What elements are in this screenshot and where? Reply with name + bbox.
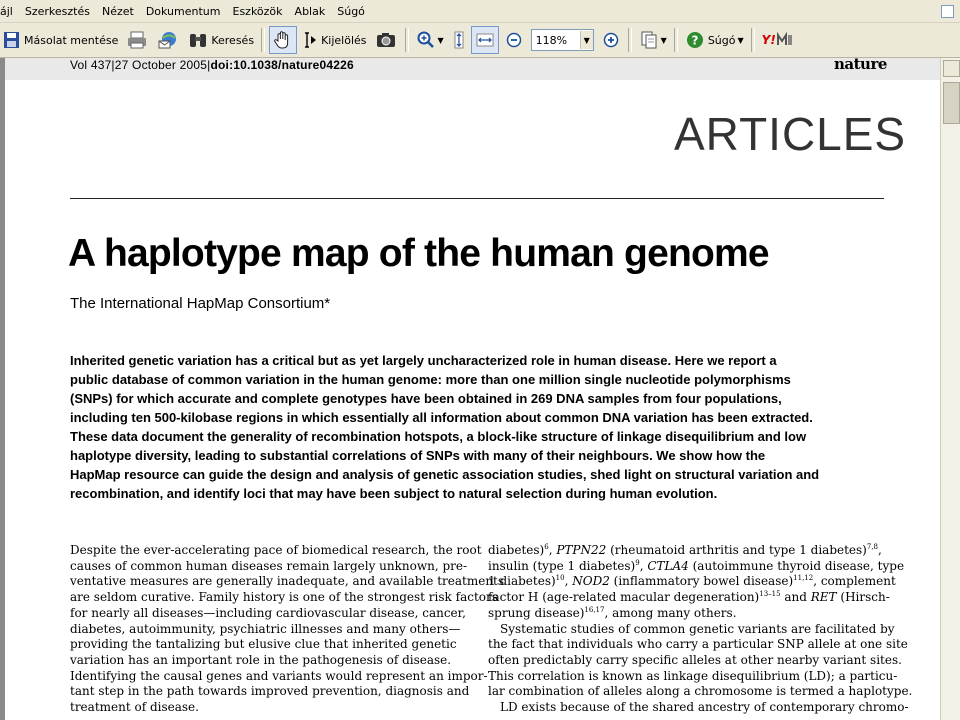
toolbar-separator <box>751 28 755 52</box>
chevron-down-icon[interactable]: ▼ <box>737 35 744 45</box>
scroll-thumb[interactable] <box>943 82 960 124</box>
print-button[interactable] <box>123 26 152 54</box>
text-run: (autoimmune thyroid disease, type <box>688 558 905 573</box>
save-copy-button[interactable] <box>1 26 121 54</box>
abstract <box>70 351 890 503</box>
menu-document[interactable]: Dokumentum <box>145 4 221 18</box>
reference-superscript: 9 <box>635 558 640 567</box>
text-run: , complement <box>813 574 896 589</box>
body-line <box>488 558 905 575</box>
abstract-line: including ten 500-kilobase regions in which essentially all information about common DNA variation has been extracted. <box>70 410 813 425</box>
gene-name: RET <box>810 590 837 605</box>
citation-line <box>70 58 354 72</box>
toolbar-separator <box>628 28 632 52</box>
binoculars-icon <box>188 30 208 50</box>
yahoo-logo-icon: Y! <box>761 33 776 47</box>
body-line: ventative measures are generally inadequate, and available treatments <box>70 574 505 589</box>
body-line: variation has an important role in the pathogenesis of disease. <box>70 652 452 667</box>
gene-name: NOD2 <box>572 574 610 589</box>
fit-page-icon <box>452 30 466 50</box>
select-tool-button[interactable] <box>299 26 369 54</box>
text-run: , <box>564 574 573 589</box>
body-line: Identifying the causal genes and variants would represent an impor- <box>70 668 488 683</box>
reference-superscript: 6 <box>544 543 549 551</box>
help-button[interactable] <box>682 26 747 54</box>
abstract-line: HapMap resource can guide the design and analysis of genetic association studies, shed light on structural variation and <box>70 467 820 482</box>
menu-edit[interactable]: Szerkesztés <box>24 4 90 18</box>
reference-superscript: 13–15 <box>759 590 781 599</box>
body-line <box>488 606 883 622</box>
zoom-value[interactable]: 118% <box>535 33 568 47</box>
menu-view[interactable]: Nézet <box>101 4 134 18</box>
menu-bar <box>0 0 960 23</box>
abstract-line: recombination, and identify loci that may have been subject to natural selection during human evolution. <box>70 486 718 501</box>
abstract-line: (SNPs) for which accurate and complete genotypes have been obtained in 269 DNA samples from four populations, <box>70 391 782 406</box>
snapshot-button[interactable] <box>372 26 401 54</box>
body-line: often predictably carry specific alleles at other nearby variant sites. <box>488 652 902 667</box>
body-line: diabetes, autoimmunity, psychiatric illnesses and many others— <box>70 621 461 636</box>
email-globe-icon <box>157 30 177 50</box>
printer-icon <box>126 30 146 50</box>
yahoo-m-icon <box>776 30 794 50</box>
body-line: for nearly all diseases—including cardiovascular disease, cancer, <box>70 605 466 620</box>
hand-tool-button[interactable] <box>269 26 297 54</box>
body-line: causes of common human diseases remain largely unknown, pre- <box>70 558 468 573</box>
menu-file[interactable]: ájl <box>0 4 13 18</box>
body-line <box>488 543 883 559</box>
abstract-line: Inherited genetic variation has a critical but as yet largely uncharacterized role in human disease. Here we report a <box>70 353 777 368</box>
help-icon <box>685 30 705 50</box>
text-run: (inflammatory bowel disease) <box>609 574 794 589</box>
text-run: , among many others. <box>604 605 737 620</box>
menu-tools[interactable]: Eszközök <box>232 4 283 18</box>
toolbar-separator <box>674 28 678 52</box>
body-column-right <box>488 543 913 716</box>
body-line: the fact that individuals who carry a particular SNP allele at one site <box>488 637 908 652</box>
section-heading: ARTICLES <box>674 108 907 160</box>
vertical-scrollbar[interactable] <box>940 58 960 720</box>
body-line: Systematic studies of common genetic variants are facilitated by <box>500 621 895 636</box>
gene-name: CTLA4 <box>647 558 689 573</box>
zoom-out-button[interactable] <box>501 26 527 54</box>
abstract-line: haplotype diversity, leading to substantial correlations of SNPs with many of their neighbours. We show how the <box>70 448 766 463</box>
select-tool-label: Kijelölés <box>321 33 367 47</box>
text-run: diabetes) <box>488 543 545 557</box>
abstract-line: These data document the generality of recombination hotspots, a block-like structure of linkage disequilibrium and low <box>70 429 807 444</box>
body-line <box>488 590 890 606</box>
article-authors: The International HapMap Consortium* <box>70 295 331 312</box>
toolbar-separator <box>261 28 265 52</box>
body-line: providing the tantalizing but elusive clue that inherited genetic <box>70 637 457 652</box>
scroll-up-button[interactable] <box>943 60 960 77</box>
text-run: sprung disease) <box>488 605 585 620</box>
zoom-in-tool-button[interactable] <box>413 26 447 54</box>
text-run: , <box>878 543 882 557</box>
reference-superscript: 16,17 <box>584 605 605 614</box>
pages-icon <box>639 30 659 50</box>
reference-superscript: 10 <box>555 574 565 583</box>
page-edge-bar <box>0 58 5 720</box>
magnifier-zoom-icon <box>416 30 436 50</box>
text-run: , <box>548 543 557 557</box>
window-restore-icon[interactable] <box>941 5 954 18</box>
body-column-left <box>70 543 505 716</box>
search-label: Keresés <box>211 33 255 47</box>
zoom-combo[interactable] <box>531 29 594 51</box>
floppy-disk-icon <box>1 30 21 50</box>
header-divider <box>70 198 884 199</box>
citation-doi: doi:10.1038/nature04226 <box>210 58 354 72</box>
menu-window[interactable]: Ablak <box>294 4 326 18</box>
zoom-out-icon <box>504 30 524 50</box>
save-copy-label: Másolat mentése <box>24 33 119 47</box>
gene-name: PTPN22 <box>556 543 607 557</box>
page-layout-button[interactable] <box>636 26 670 54</box>
body-line <box>488 574 896 590</box>
chevron-down-icon[interactable]: ▼ <box>660 35 667 45</box>
text-cursor-icon <box>302 30 318 50</box>
text-run: (rheumatoid arthritis and type 1 diabetes) <box>606 543 867 557</box>
reference-superscript: 7,8 <box>866 543 879 551</box>
citation-prefix: Vol 437|27 October 2005| <box>70 58 211 72</box>
text-run: , <box>639 558 648 573</box>
search-button[interactable] <box>185 26 257 54</box>
body-line: lar combination of alleles along a chromosome is termed a haplotype. <box>488 684 913 699</box>
zoom-in-icon <box>601 30 621 50</box>
text-run: and <box>780 590 811 605</box>
menu-help[interactable]: Súgó <box>337 4 365 18</box>
fit-width-button[interactable] <box>471 26 499 54</box>
help-label: Súgó <box>707 33 736 47</box>
email-button[interactable] <box>154 26 183 54</box>
text-run: 1 diabetes) <box>488 574 556 589</box>
body-line: tant step in the path towards improved prevention, diagnosis and <box>70 684 470 699</box>
body-line: are seldom curative. Family history is one of the strongest risk factors <box>70 590 498 605</box>
article-title: A haplotype map of the human genome <box>68 232 769 275</box>
abstract-line: public database of common variation in the human genome: more than one million single nucleotide polymorphisms <box>70 372 791 387</box>
text-run: insulin (type 1 diabetes) <box>488 558 636 573</box>
text-run: factor H (age-related macular degeneration) <box>488 590 760 605</box>
svg-text:?: ? <box>691 33 699 48</box>
toolbar-separator <box>405 28 409 52</box>
chevron-down-icon[interactable]: ▼ <box>580 31 593 49</box>
toolbar <box>0 23 960 58</box>
reference-superscript: 11,12 <box>793 574 814 583</box>
fit-page-button[interactable] <box>449 26 469 54</box>
body-line: This correlation is known as linkage disequilibrium (LD); a particu- <box>488 668 898 683</box>
text-run: (Hirsch- <box>836 590 890 605</box>
yahoo-button[interactable] <box>759 26 797 54</box>
chevron-down-icon[interactable]: ▼ <box>437 35 444 45</box>
journal-logo: nature <box>834 55 887 73</box>
body-line: LD exists because of the shared ancestry of contemporary chromo- <box>500 700 909 715</box>
zoom-in-button[interactable] <box>598 26 624 54</box>
body-line: treatment of disease. <box>70 700 199 715</box>
hand-icon <box>273 30 293 50</box>
fit-width-icon <box>475 30 495 50</box>
body-line: Despite the ever-accelerating pace of biomedical research, the root <box>70 543 482 557</box>
camera-icon <box>375 30 395 50</box>
